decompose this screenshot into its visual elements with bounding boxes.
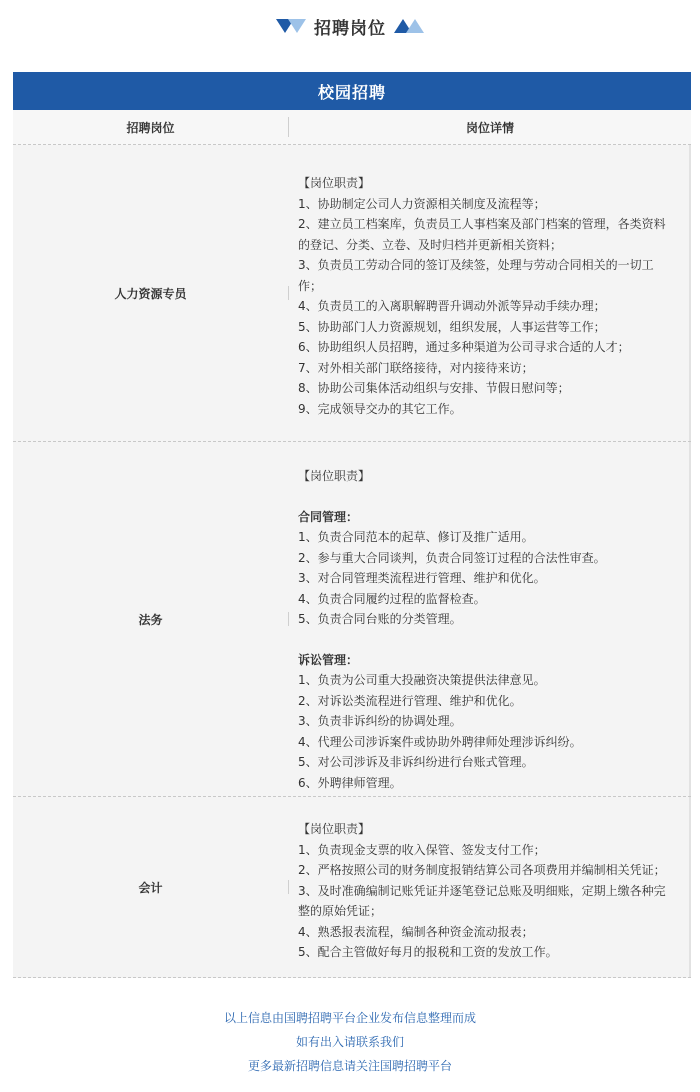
detail-line: 9、完成领导交办的其它工作。 (298, 401, 462, 416)
detail-line: 5、协助部门人力资源规划，组织发展，人事运营等工作； (298, 319, 606, 334)
detail-line: 4、熟悉报表流程，编制各种资金流动报表； (298, 924, 534, 939)
detail-line: 的登记、分类、立卷、及时归档并更新相关资料； (298, 237, 563, 252)
table-row-accounting (13, 797, 691, 978)
footer-line: 如有出入请联系我们 (295, 1035, 404, 1049)
detail-line: 1、协助制定公司人力资源相关制度及流程等； (298, 196, 546, 211)
position-name: 人力资源专员 (114, 286, 187, 301)
position-name: 会计 (138, 880, 163, 895)
detail-line: 2、建立员工档案库，负责员工人事档案及部门档案的管理，各类资料 (298, 217, 666, 231)
contract-section-title: 合同管理： (298, 509, 359, 524)
detail-line: 1、负责现金支票的收入保管、签发支付工作； (298, 842, 546, 857)
detail-line: 1、负责合同范本的起草、修订及推广适用。 (298, 530, 534, 544)
detail-line: 2、参与重大合同谈判，负责合同签订过程的合法性审查。 (298, 550, 606, 565)
table-banner: 校园招聘 (13, 72, 691, 110)
column-divider (288, 286, 289, 300)
table-row-legal (13, 442, 691, 797)
position-name: 法务 (138, 612, 163, 627)
position-detail (288, 442, 691, 796)
detail-line: 6、协助组织人员招聘，通过多种渠道为公司寻求合适的人才； (298, 340, 630, 354)
footer-line: 更多最新招聘信息请关注国聘招聘平台 (247, 1059, 452, 1073)
detail-line: 3、及时准确编制记账凭证并逐笔登记总账及明细账，定期上缴各种完 (298, 883, 666, 898)
column-divider (288, 612, 289, 626)
detail-line: 4、负责员工的入离职解聘晋升调动外派等异动手续办理； (298, 299, 606, 313)
detail-line: 作； (298, 278, 323, 293)
detail-line: 4、代理公司涉诉案件或协助外聘律师处理涉诉纠纷。 (298, 734, 582, 749)
detail-line: 【岗位职责】 (298, 176, 371, 190)
table-header-row (13, 110, 691, 145)
section-heading (0, 10, 700, 42)
column-header-detail: 岗位详情 (465, 120, 514, 135)
footer-notes (0, 1006, 700, 1078)
detail-line: 2、对诉讼类流程进行管理、维护和优化。 (298, 693, 522, 708)
detail-line: 8、协助公司集体活动组织与安排、节假日慰问等； (298, 381, 570, 395)
column-header-position: 招聘岗位 (126, 120, 175, 135)
detail-line: 2、严格按照公司的财务制度报销结算公司各项费用并编制相关凭证； (298, 863, 666, 877)
detail-line: 5、对公司涉诉及非诉纠纷进行台账式管理。 (298, 755, 534, 769)
right-triangle-icon (394, 19, 424, 33)
detail-line: 3、负责非诉纠纷的协调处理。 (298, 714, 462, 728)
table-row-hr (13, 145, 691, 442)
detail-line: 3、对合同管理类流程进行管理、维护和优化。 (298, 571, 546, 585)
litigation-section-title: 诉讼管理： (298, 652, 359, 667)
detail-line: 4、负责合同履约过程的监督检查。 (298, 591, 486, 606)
detail-line: 1、负责为公司重大投融资决策提供法律意见。 (298, 673, 546, 687)
job-table (13, 72, 691, 978)
detail-line: 整的原始凭证； (298, 904, 383, 918)
position-detail (288, 797, 691, 977)
footer-line: 以上信息由国聘招聘平台企业发布信息整理而成 (223, 1011, 476, 1025)
detail-line: 3、负责员工劳动合同的签订及续签，处理与劳动合同相关的一切工 (298, 258, 654, 272)
column-divider (288, 880, 289, 894)
detail-line: 5、配合主管做好每月的报税和工资的发放工作。 (298, 945, 558, 959)
detail-line: 6、外聘律师管理。 (298, 775, 402, 790)
position-detail (288, 145, 691, 441)
duty-label: 【岗位职责】 (298, 469, 371, 483)
detail-line: 【岗位职责】 (298, 822, 371, 836)
left-triangle-icon (276, 19, 306, 33)
page-title: 招聘岗位 (314, 18, 386, 39)
detail-line: 7、对外相关部门联络接待，对内接待来访； (298, 360, 534, 375)
detail-line: 5、负责合同台账的分类管理。 (298, 612, 462, 626)
